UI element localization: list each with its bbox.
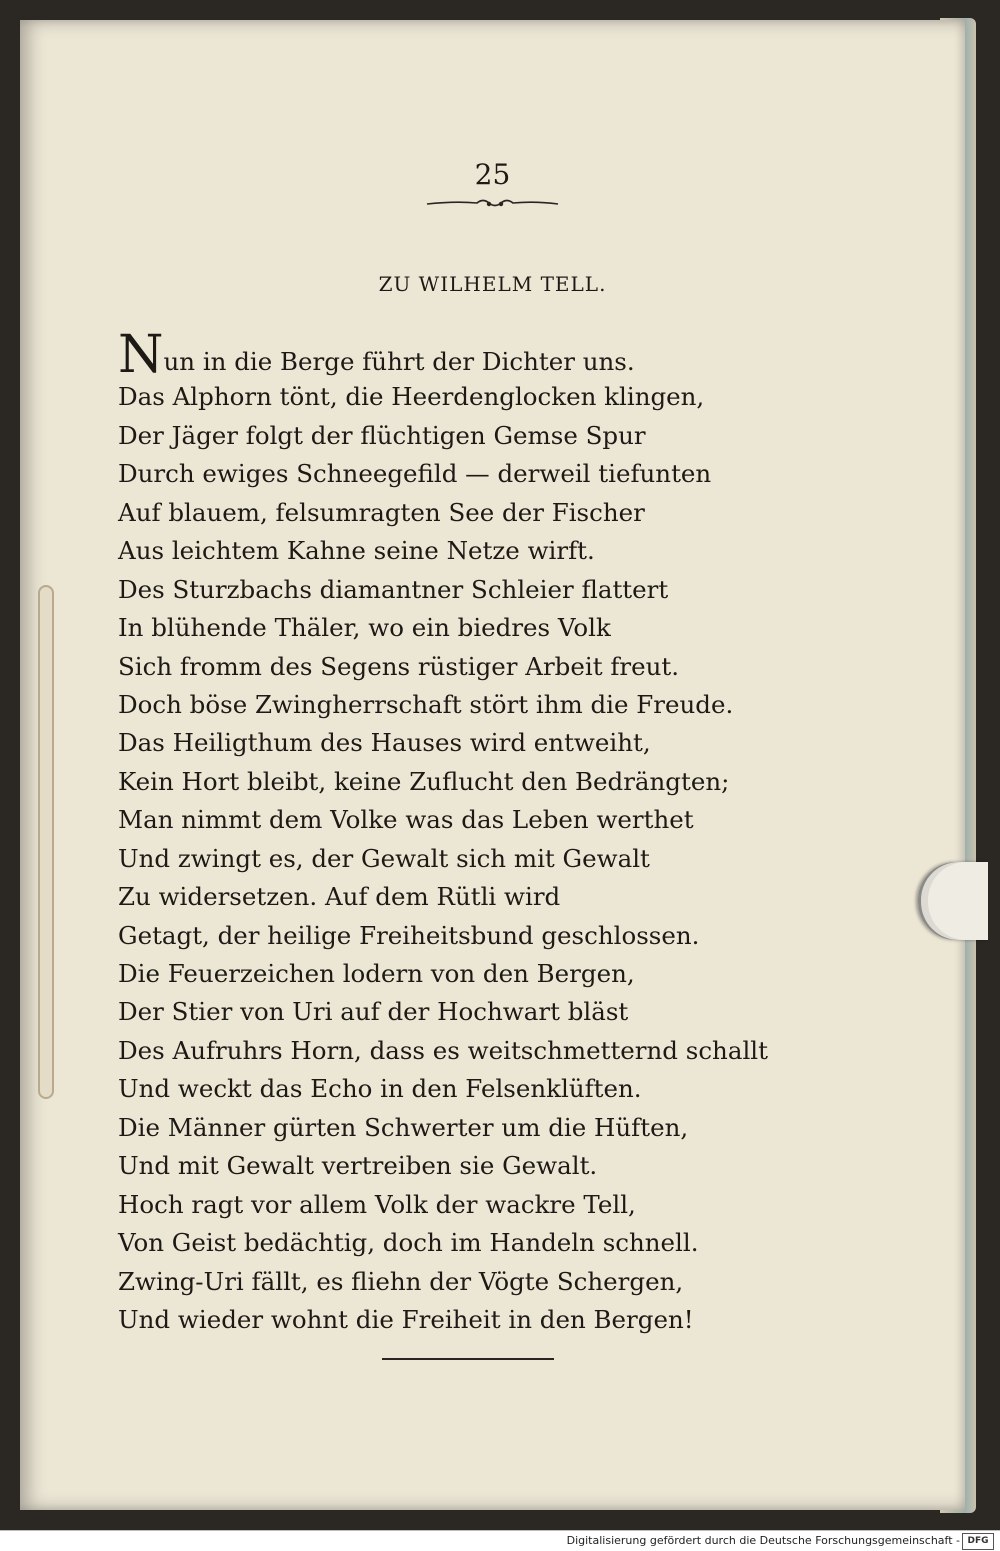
poem-line-text: Und mit Gewalt vertreiben sie Gewalt. <box>118 1151 598 1181</box>
poem-line-text: Das Heiligthum des Hauses wird entweiht, <box>118 728 651 758</box>
poem-line <box>118 878 768 916</box>
poem-line <box>118 801 768 839</box>
bookmark-ribbon <box>38 585 54 1099</box>
poem-line <box>118 417 768 455</box>
poem-line-text: Des Aufruhrs Horn, dass es weitschmetternd schallt <box>118 1035 768 1065</box>
poem-line <box>118 1109 768 1147</box>
poem-line <box>118 532 768 570</box>
poem-line-text: Man nimmt dem Volke was das Leben werthet <box>118 805 694 835</box>
poem-line <box>118 325 768 385</box>
poem-line-text: un in die Berge führt der Dichter uns. <box>163 347 635 376</box>
poem-body <box>118 325 768 1339</box>
poem-line <box>118 993 768 1031</box>
poem-line-text: Doch böse Zwingherrschaft stört ihm die Freude. <box>118 689 734 719</box>
poem-line <box>118 955 768 993</box>
poem-line <box>118 686 768 724</box>
poem-line <box>118 1224 768 1262</box>
poem-line <box>118 1070 768 1108</box>
poem-line <box>118 1186 768 1224</box>
page-number: 25 <box>474 158 511 191</box>
book-page <box>20 20 965 1510</box>
poem-line-text: In blühende Thäler, wo ein biedres Volk <box>118 613 611 643</box>
poem-line <box>118 494 768 532</box>
poem-line <box>118 1032 768 1070</box>
poem-line-text: Sich fromm des Segens rüstiger Arbeit freut. <box>118 651 680 681</box>
ornament-divider <box>425 195 560 213</box>
poem-line-text: Des Sturzbachs diamantner Schleier flattert <box>118 574 669 604</box>
poem-line-text: Der Jäger folgt der flüchtigen Gemse Spur <box>118 420 646 450</box>
poem-line <box>118 378 768 416</box>
poem-line-text: Und zwingt es, der Gewalt sich mit Gewalt <box>118 843 650 873</box>
poem-line <box>118 724 768 762</box>
poem-line-text: Zwing-Uri fällt, es fliehn der Vögte Schergen, <box>118 1266 684 1296</box>
poem-line-text: Das Alphorn tönt, die Heerdenglocken klingen, <box>118 382 705 412</box>
digitization-footer <box>0 1530 1000 1551</box>
poem-line <box>118 1147 768 1185</box>
poem-line <box>118 455 768 493</box>
poem-line-text: Hoch ragt vor allem Volk der wackre Tell, <box>118 1189 636 1219</box>
poem-line-text: Von Geist bedächtig, doch im Handeln schnell. <box>118 1228 699 1258</box>
poem-line <box>118 1301 768 1339</box>
footer-credit: Digitalisierung gefördert durch die Deutsche Forschungsgemeinschaft - <box>566 1534 960 1547</box>
poem-line <box>118 571 768 609</box>
poem-line-text: Die Männer gürten Schwerter um die Hüften, <box>118 1112 689 1142</box>
poem-line <box>118 609 768 647</box>
drop-cap: N <box>118 325 164 385</box>
poem-line-text: Die Feuerzeichen lodern von den Bergen, <box>118 959 635 988</box>
poem-line-text: Der Stier von Uri auf der Hochwart bläst <box>118 997 629 1027</box>
poem-line <box>118 917 768 955</box>
poem-line-text: Und wieder wohnt die Freiheit in den Bergen! <box>118 1304 694 1334</box>
poem-line-text: Auf blauem, felsumragten See der Fischer <box>118 497 645 527</box>
poem-title: ZU WILHELM TELL. <box>378 272 607 296</box>
poem-line <box>118 763 768 801</box>
poem-line <box>118 1263 768 1301</box>
page-clip <box>918 862 988 940</box>
poem-line <box>118 648 768 686</box>
poem-line-text: Getagt, der heilige Freiheitsbund geschlossen. <box>118 920 700 950</box>
end-rule <box>382 1358 554 1360</box>
poem-line-text: Zu widersetzen. Auf dem Rütli wird <box>118 882 561 912</box>
poem-line-text: Durch ewiges Schneegefild — derweil tiefunten <box>118 459 712 489</box>
dfg-logo: DFG <box>962 1533 994 1550</box>
poem-line <box>118 840 768 878</box>
poem-line-text: Und weckt das Echo in den Felsenklüften. <box>118 1074 642 1104</box>
poem-line-text: Kein Hort bleibt, keine Zuflucht den Bedrängten; <box>118 766 730 796</box>
poem-line-text: Aus leichtem Kahne seine Netze wirft. <box>118 536 595 566</box>
